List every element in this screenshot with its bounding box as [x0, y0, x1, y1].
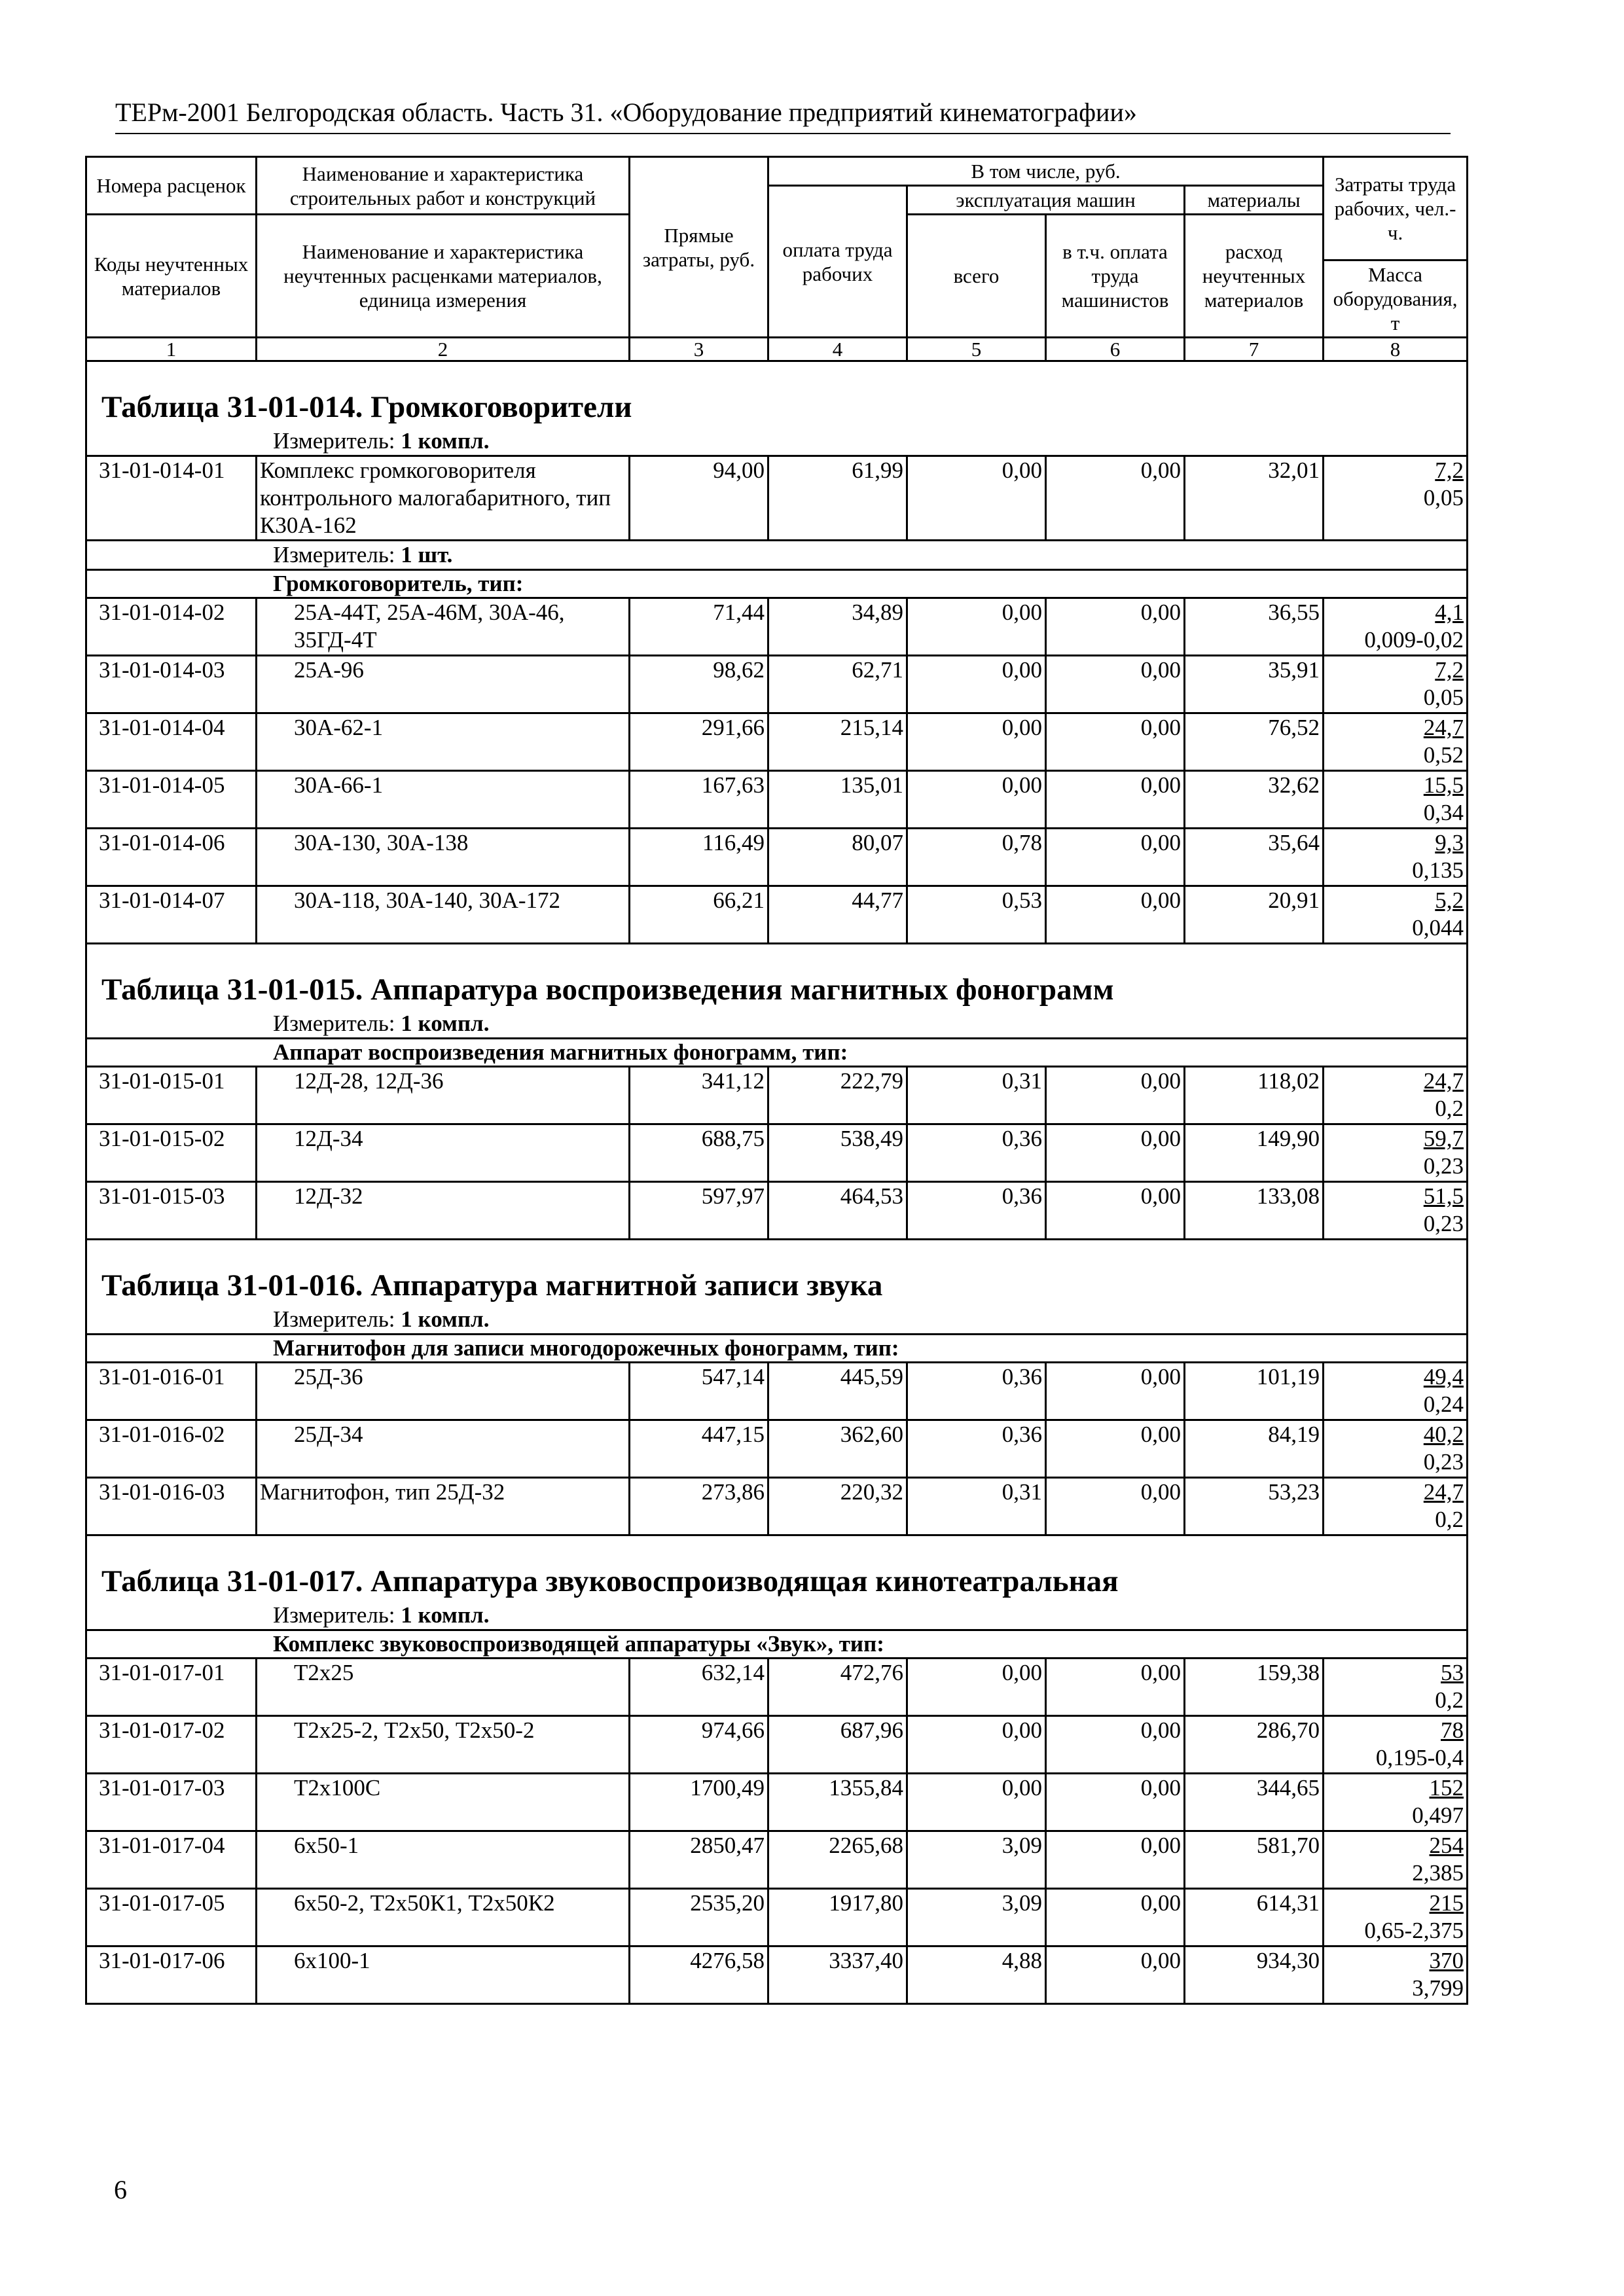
equipment-mass: 0,2: [1435, 1507, 1464, 1532]
table-row: [86, 771, 1468, 829]
table-title: Таблица 31-01-014. Громкоговорители: [101, 390, 632, 424]
machines-total: 0,00: [907, 771, 1046, 829]
column-number: 4: [768, 338, 907, 361]
rate-name: 6х50-1: [257, 1831, 630, 1889]
machinist-pay: 0,00: [1046, 656, 1185, 713]
equipment-mass: 0,23: [1423, 1211, 1464, 1236]
col-including-header: В том числе, руб.: [768, 157, 1324, 186]
rate-name: Т2х25: [257, 1659, 630, 1716]
rate-name: 6х50-2, Т2х50К1, Т2х50К2: [257, 1889, 630, 1946]
direct-costs: 2535,20: [630, 1889, 768, 1946]
group-row: [86, 1335, 1468, 1363]
table-title-cell: [86, 944, 1468, 1011]
column-number: 8: [1324, 338, 1468, 361]
meter-label: Измеритель:: [273, 1306, 395, 1332]
labor-costs: 254: [1429, 1833, 1464, 1858]
labor-pay: 1355,84: [768, 1774, 907, 1831]
machines-total: 0,31: [907, 1067, 1046, 1124]
machinist-pay: 0,00: [1046, 713, 1185, 771]
materials-cost: 36,55: [1185, 598, 1324, 656]
table-row: [86, 713, 1468, 771]
machinist-pay: 0,00: [1046, 771, 1185, 829]
machinist-pay: 0,00: [1046, 886, 1185, 944]
direct-costs: 66,21: [630, 886, 768, 944]
materials-cost: 344,65: [1185, 1774, 1324, 1831]
materials-cost: 76,52: [1185, 713, 1324, 771]
machinist-pay: 0,00: [1046, 1124, 1185, 1182]
labor-pay: 464,53: [768, 1182, 907, 1240]
equipment-mass: 3,799: [1412, 1975, 1464, 2001]
labor-and-mass: [1324, 1067, 1468, 1124]
table-body: [86, 361, 1468, 2004]
labor-costs: 370: [1429, 1948, 1464, 1973]
rate-code: 31-01-016-03: [86, 1478, 257, 1535]
equipment-mass: 0,52: [1423, 742, 1464, 768]
table-row: [86, 456, 1468, 541]
col-material-use-header: расход неучтенных материалов: [1185, 215, 1324, 338]
col-labor-pay-header: оплата труда рабочих: [768, 186, 907, 338]
labor-and-mass: [1324, 886, 1468, 944]
machines-total: 3,09: [907, 1889, 1046, 1946]
equipment-mass: 0,497: [1412, 1803, 1464, 1828]
col-machinist-pay-header: в т.ч. оплата труда машинистов: [1046, 215, 1185, 338]
rate-code: 31-01-014-07: [86, 886, 257, 944]
machinist-pay: 0,00: [1046, 1478, 1185, 1535]
materials-cost: 20,91: [1185, 886, 1324, 944]
labor-and-mass: [1324, 1716, 1468, 1774]
table-title: Таблица 31-01-015. Аппаратура воспроизведения магнитных фонограмм: [101, 973, 1114, 1007]
table-title-row: [86, 944, 1468, 1011]
rate-code: 31-01-016-02: [86, 1420, 257, 1478]
table-title-row: [86, 1535, 1468, 1602]
direct-costs: 291,66: [630, 713, 768, 771]
rate-name: 30А-130, 30А-138: [257, 829, 630, 886]
equipment-mass: 0,2: [1435, 1096, 1464, 1121]
column-number: 6: [1046, 338, 1185, 361]
materials-cost: 32,62: [1185, 771, 1324, 829]
rate-code: 31-01-014-01: [86, 456, 257, 541]
rate-name: Т2х100С: [257, 1774, 630, 1831]
rate-code: 31-01-016-01: [86, 1363, 257, 1420]
machines-total: 0,00: [907, 598, 1046, 656]
rate-name: 12Д-34: [257, 1124, 630, 1182]
meter-label: Измеритель:: [273, 1602, 395, 1628]
machinist-pay: 0,00: [1046, 829, 1185, 886]
machines-total: 3,09: [907, 1831, 1046, 1889]
equipment-mass: 0,05: [1423, 485, 1464, 511]
machinist-pay: 0,00: [1046, 1716, 1185, 1774]
labor-pay: 44,77: [768, 886, 907, 944]
group-row: [86, 570, 1468, 598]
meter-label: Измеритель:: [273, 542, 395, 567]
materials-cost: 934,30: [1185, 1946, 1324, 2004]
labor-pay: 687,96: [768, 1716, 907, 1774]
machines-total: 0,78: [907, 829, 1046, 886]
table-title-cell: [86, 361, 1468, 428]
labor-pay: 3337,40: [768, 1946, 907, 2004]
labor-costs: 40,2: [1423, 1422, 1464, 1447]
labor-pay: 538,49: [768, 1124, 907, 1182]
table-row: [86, 1420, 1468, 1478]
col-direct-costs-header: Прямые затраты, руб.: [630, 157, 768, 338]
machinist-pay: 0,00: [1046, 1363, 1185, 1420]
machines-total: 0,00: [907, 456, 1046, 541]
rate-name: 30А-66-1: [257, 771, 630, 829]
rate-code: 31-01-017-04: [86, 1831, 257, 1889]
machines-total: 0,36: [907, 1124, 1046, 1182]
labor-and-mass: [1324, 1124, 1468, 1182]
rates-table: [85, 156, 1468, 2005]
labor-costs: 51,5: [1423, 1183, 1464, 1209]
labor-pay: 362,60: [768, 1420, 907, 1478]
page-number: 6: [114, 2175, 127, 2204]
direct-costs: 98,62: [630, 656, 768, 713]
materials-cost: 32,01: [1185, 456, 1324, 541]
rate-name: Комплекс громкоговорителя контрольного малогабаритного, тип К30А-162: [257, 456, 630, 541]
machinist-pay: 0,00: [1046, 598, 1185, 656]
labor-pay: 220,32: [768, 1478, 907, 1535]
table-row: [86, 598, 1468, 656]
labor-pay: 222,79: [768, 1067, 907, 1124]
machinist-pay: 0,00: [1046, 1659, 1185, 1716]
table-row: [86, 1363, 1468, 1420]
labor-pay: 1917,80: [768, 1889, 907, 1946]
rate-code: 31-01-017-05: [86, 1889, 257, 1946]
labor-costs: 59,7: [1423, 1126, 1464, 1151]
materials-cost: 581,70: [1185, 1831, 1324, 1889]
table-row: [86, 1716, 1468, 1774]
machines-total: 0,36: [907, 1420, 1046, 1478]
labor-and-mass: [1324, 1659, 1468, 1716]
labor-pay: 135,01: [768, 771, 907, 829]
labor-costs: 5,2: [1435, 888, 1464, 913]
labor-and-mass: [1324, 456, 1468, 541]
col-rate-numbers-header: Номера расценок: [86, 157, 257, 215]
direct-costs: 632,14: [630, 1659, 768, 1716]
direct-costs: 447,15: [630, 1420, 768, 1478]
rate-code: 31-01-017-02: [86, 1716, 257, 1774]
labor-costs: 152: [1429, 1775, 1464, 1801]
direct-costs: 4276,58: [630, 1946, 768, 2004]
labor-and-mass: [1324, 1420, 1468, 1478]
machinist-pay: 0,00: [1046, 1420, 1185, 1478]
group-row: [86, 1630, 1468, 1659]
machinist-pay: 0,00: [1046, 1067, 1185, 1124]
equipment-mass: 0,65-2,375: [1364, 1918, 1464, 1943]
rate-name: Магнитофон, тип 25Д-32: [257, 1478, 630, 1535]
materials-cost: 614,31: [1185, 1889, 1324, 1946]
machines-total: 0,00: [907, 713, 1046, 771]
labor-and-mass: [1324, 1478, 1468, 1535]
table-row: [86, 1182, 1468, 1240]
col-machines-total-header: всего: [907, 215, 1046, 338]
materials-cost: 159,38: [1185, 1659, 1324, 1716]
equipment-mass: 0,044: [1412, 915, 1464, 941]
column-number: 1: [86, 338, 257, 361]
col-material-codes-header: Коды неучтенных материалов: [86, 215, 257, 338]
rate-code: 31-01-014-05: [86, 771, 257, 829]
labor-pay: 215,14: [768, 713, 907, 771]
equipment-mass: 0,009-0,02: [1364, 627, 1464, 653]
equipment-mass: 0,2: [1435, 1687, 1464, 1713]
table-title: Таблица 31-01-017. Аппаратура звуковоспроизводящая кинотеатральная: [101, 1564, 1119, 1598]
rate-code: 31-01-017-01: [86, 1659, 257, 1716]
labor-costs: 15,5: [1423, 772, 1464, 798]
group-row: [86, 1039, 1468, 1067]
labor-pay: 445,59: [768, 1363, 907, 1420]
col-machines-header: эксплуатация машин: [907, 186, 1185, 215]
table-row: [86, 829, 1468, 886]
machines-total: 0,00: [907, 1716, 1046, 1774]
table-row: [86, 1659, 1468, 1716]
meter-cell: [86, 541, 1468, 570]
labor-pay: 2265,68: [768, 1831, 907, 1889]
table-row: [86, 1946, 1468, 2004]
rate-code: 31-01-015-02: [86, 1124, 257, 1182]
labor-and-mass: [1324, 1363, 1468, 1420]
meter-value: 1 шт.: [401, 542, 453, 567]
group-heading: Аппарат воспроизведения магнитных фонограмм, тип:: [86, 1039, 1468, 1067]
labor-costs: 49,4: [1423, 1364, 1464, 1390]
equipment-mass: 0,23: [1423, 1153, 1464, 1179]
labor-pay: 62,71: [768, 656, 907, 713]
rate-code: 31-01-014-06: [86, 829, 257, 886]
meter-row: [86, 1602, 1468, 1630]
materials-cost: 118,02: [1185, 1067, 1324, 1124]
labor-costs: 24,7: [1423, 1068, 1464, 1094]
rate-name: 25А-96: [257, 656, 630, 713]
column-number: 3: [630, 338, 768, 361]
table-row: [86, 1067, 1468, 1124]
labor-costs: 4,1: [1435, 600, 1464, 625]
group-heading: Магнитофон для записи многодорожечных фонограмм, тип:: [86, 1335, 1468, 1363]
labor-and-mass: [1324, 1946, 1468, 2004]
column-number: 2: [257, 338, 630, 361]
meter-value: 1 компл.: [401, 428, 490, 454]
labor-costs: 24,7: [1423, 715, 1464, 740]
meter-row: [86, 1010, 1468, 1039]
equipment-mass: 0,135: [1412, 857, 1464, 883]
machines-total: 0,00: [907, 656, 1046, 713]
meter-cell: [86, 427, 1468, 456]
table-row: [86, 1774, 1468, 1831]
materials-cost: 84,19: [1185, 1420, 1324, 1478]
table-title: Таблица 31-01-016. Аппаратура магнитной записи звука: [101, 1268, 883, 1302]
labor-and-mass: [1324, 1831, 1468, 1889]
machines-total: 0,31: [907, 1478, 1046, 1535]
labor-costs: 7,2: [1435, 457, 1464, 483]
labor-and-mass: [1324, 713, 1468, 771]
machines-total: 0,00: [907, 1659, 1046, 1716]
direct-costs: 688,75: [630, 1124, 768, 1182]
equipment-mass: 0,34: [1423, 800, 1464, 825]
rate-code: 31-01-014-03: [86, 656, 257, 713]
machinist-pay: 0,00: [1046, 456, 1185, 541]
labor-pay: 34,89: [768, 598, 907, 656]
direct-costs: 116,49: [630, 829, 768, 886]
labor-costs: 9,3: [1435, 830, 1464, 855]
rate-code: 31-01-014-04: [86, 713, 257, 771]
direct-costs: 341,12: [630, 1067, 768, 1124]
header-rule: [115, 133, 1451, 134]
rate-name: 25Д-36: [257, 1363, 630, 1420]
table-title-cell: [86, 1240, 1468, 1306]
rate-code: 31-01-015-01: [86, 1067, 257, 1124]
col-material-name-header: Наименование и характеристика неучтенных расценками материалов, единица измерения: [257, 215, 630, 338]
labor-pay: 80,07: [768, 829, 907, 886]
equipment-mass: 0,23: [1423, 1449, 1464, 1475]
rate-code: 31-01-014-02: [86, 598, 257, 656]
labor-costs: 215: [1429, 1890, 1464, 1916]
table-row: [86, 886, 1468, 944]
materials-cost: 286,70: [1185, 1716, 1324, 1774]
column-number: 7: [1185, 338, 1324, 361]
col-materials-header: материалы: [1185, 186, 1324, 215]
rate-name: 6х100-1: [257, 1946, 630, 2004]
materials-cost: 101,19: [1185, 1363, 1324, 1420]
table-title-row: [86, 1240, 1468, 1306]
table-title-cell: [86, 1535, 1468, 1602]
rate-name: 12Д-32: [257, 1182, 630, 1240]
rate-code: 31-01-015-03: [86, 1182, 257, 1240]
meter-row: [86, 427, 1468, 456]
group-heading: Громкоговоритель, тип:: [86, 570, 1468, 598]
direct-costs: 974,66: [630, 1716, 768, 1774]
machines-total: 0,36: [907, 1182, 1046, 1240]
table-row: [86, 1478, 1468, 1535]
machines-total: 0,36: [907, 1363, 1046, 1420]
column-numbers-row: [86, 338, 1468, 361]
materials-cost: 149,90: [1185, 1124, 1324, 1182]
labor-and-mass: [1324, 829, 1468, 886]
labor-pay: 472,76: [768, 1659, 907, 1716]
machines-total: 0,53: [907, 886, 1046, 944]
machinist-pay: 0,00: [1046, 1946, 1185, 2004]
equipment-mass: 0,195-0,4: [1375, 1745, 1464, 1770]
col-labor-costs-header: Затраты труда рабочих, чел.-ч.: [1324, 157, 1468, 260]
materials-cost: 35,64: [1185, 829, 1324, 886]
machines-total: 4,88: [907, 1946, 1046, 2004]
labor-and-mass: [1324, 1774, 1468, 1831]
direct-costs: 1700,49: [630, 1774, 768, 1831]
equipment-mass: 0,24: [1423, 1391, 1464, 1417]
direct-costs: 94,00: [630, 456, 768, 541]
rate-code: 31-01-017-06: [86, 1946, 257, 2004]
labor-costs: 53: [1441, 1660, 1464, 1685]
meter-cell: [86, 1010, 1468, 1039]
col-equipment-mass-header: Масса оборудования, т: [1324, 260, 1468, 338]
labor-and-mass: [1324, 1182, 1468, 1240]
rate-name: 25Д-34: [257, 1420, 630, 1478]
meter-value: 1 компл.: [401, 1011, 490, 1036]
materials-cost: 53,23: [1185, 1478, 1324, 1535]
machinist-pay: 0,00: [1046, 1774, 1185, 1831]
meter-label: Измеритель:: [273, 1011, 395, 1036]
meter-value: 1 компл.: [401, 1306, 490, 1332]
labor-and-mass: [1324, 1889, 1468, 1946]
rate-name: 30А-118, 30А-140, 30А-172: [257, 886, 630, 944]
table-row: [86, 1124, 1468, 1182]
materials-cost: 133,08: [1185, 1182, 1324, 1240]
direct-costs: 167,63: [630, 771, 768, 829]
direct-costs: 71,44: [630, 598, 768, 656]
machinist-pay: 0,00: [1046, 1889, 1185, 1946]
column-number: 5: [907, 338, 1046, 361]
meter-row: [86, 1306, 1468, 1335]
table-row: [86, 1889, 1468, 1946]
running-header: ТЕРм-2001 Белгородская область. Часть 31. «Оборудование предприятий кинематографии»: [115, 98, 1137, 127]
labor-and-mass: [1324, 598, 1468, 656]
group-heading: Комплекс звуковоспроизводящей аппаратуры «Звук», тип:: [86, 1630, 1468, 1659]
machinist-pay: 0,00: [1046, 1831, 1185, 1889]
table-title-row: [86, 361, 1468, 428]
meter-label: Измеритель:: [273, 428, 395, 454]
table-header: [86, 157, 1468, 361]
labor-pay: 61,99: [768, 456, 907, 541]
col-work-name-header: Наименование и характеристика строительных работ и конструкций: [257, 157, 630, 215]
labor-costs: 24,7: [1423, 1479, 1464, 1505]
rate-name: 25А-44Т, 25А-46М, 30А-46, 35ГД-4Т: [257, 598, 630, 656]
meter-value: 1 компл.: [401, 1602, 490, 1628]
machinist-pay: 0,00: [1046, 1182, 1185, 1240]
direct-costs: 273,86: [630, 1478, 768, 1535]
table-row: [86, 656, 1468, 713]
table-row: [86, 1831, 1468, 1889]
equipment-mass: 0,05: [1423, 685, 1464, 710]
labor-costs: 78: [1441, 1717, 1464, 1743]
rate-name: Т2х25-2, Т2х50, Т2х50-2: [257, 1716, 630, 1774]
meter-cell: [86, 1306, 1468, 1335]
rate-name: 30А-62-1: [257, 713, 630, 771]
labor-and-mass: [1324, 771, 1468, 829]
direct-costs: 547,14: [630, 1363, 768, 1420]
materials-cost: 35,91: [1185, 656, 1324, 713]
labor-costs: 7,2: [1435, 657, 1464, 683]
labor-and-mass: [1324, 656, 1468, 713]
meter-row: [86, 541, 1468, 570]
machines-total: 0,00: [907, 1774, 1046, 1831]
equipment-mass: 2,385: [1412, 1860, 1464, 1886]
rate-name: 12Д-28, 12Д-36: [257, 1067, 630, 1124]
direct-costs: 2850,47: [630, 1831, 768, 1889]
rate-code: 31-01-017-03: [86, 1774, 257, 1831]
meter-cell: [86, 1602, 1468, 1630]
direct-costs: 597,97: [630, 1182, 768, 1240]
